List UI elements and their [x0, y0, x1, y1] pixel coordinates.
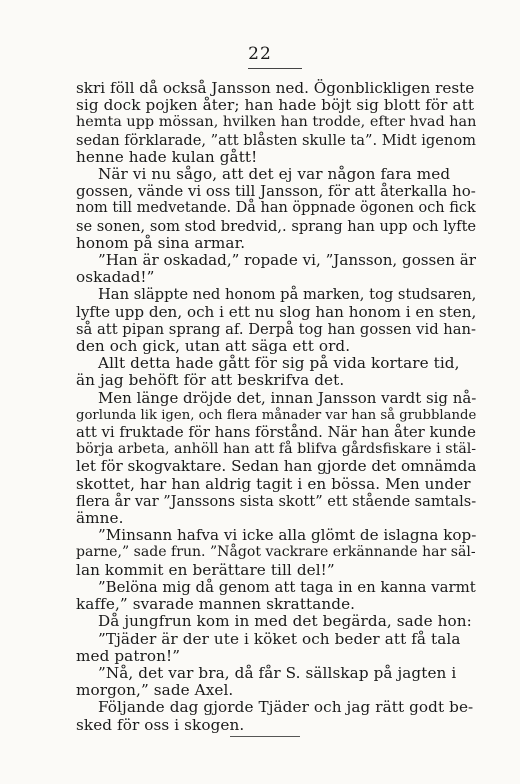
text-line: ”Nå, det var bra, då får S. sällskap på jagten i [98, 663, 457, 682]
text-line: flera år var ”Janssons sista skott” ett stående samtals- [76, 492, 477, 510]
text-line: Han släppte ned honom på marken, tog studsaren, [98, 286, 477, 304]
footer-rule [230, 736, 300, 737]
text-line: lan kommit en berättare till del!” [76, 560, 335, 579]
text-line: Följande dag gjorde Tjäder och jag rätt godt be- [98, 698, 474, 717]
text-line: sig dock pojken åter; han hade böjt sig blott för att [76, 96, 475, 115]
text-line: så att pipan sprang af. Derpå tog han gossen vid han- [76, 320, 477, 338]
text-line: kaffe,” svarade mannen skrattande. [76, 595, 356, 614]
body-text [76, 80, 476, 734]
text-line: sedan förklarade, ”att blåsten skulle ta”. Midt igenom [76, 131, 476, 149]
text-line: parne,” sade frun. ”Något vackrare erkännande har säl- [76, 544, 476, 561]
text-line: ”Han är oskadad,” ropade vi, ”Jansson, gossen är [98, 251, 477, 270]
text-line: ”Belöna mig då genom att taga in en kanna varmt [98, 577, 476, 596]
text-line: börja arbeta, anhöll han att få blifva gårdsfiskare i stäl- [76, 441, 477, 458]
text-line: ämne. [76, 509, 124, 528]
text-line: När vi nu sågo, att det ej var någon fara med [98, 165, 451, 184]
page-number: 22 [248, 44, 272, 64]
text-line: hemta upp mössan, hvilken han trodde, efter hvad han [76, 114, 477, 131]
text-line: att vi fruktade för hans förstånd. När han åter kunde [76, 423, 476, 442]
text-line: oskadad!” [76, 268, 155, 287]
text-line: henne hade kulan gått! [76, 147, 258, 166]
text-line: let för skogvaktare. Sedan han gjorde det omnämda [76, 457, 477, 476]
text-line: lyfte upp den, och i ett nu slog han honom i en sten, [76, 302, 477, 321]
text-line: ”Minsann hafva vi icke alla glömt de islagna kop- [98, 526, 477, 545]
text-line: den och gick, utan att säga ett ord. [76, 337, 351, 356]
text-line: honom på sina armar. [76, 233, 246, 252]
text-line: gorlunda lik igen, och flera månader var han så grubblande [76, 407, 477, 423]
text-line: än jag behöft för att beskrifva det. [76, 371, 345, 390]
text-line: Men länge dröjde det, innan Jansson vardt sig nå- [98, 388, 477, 407]
text-line: morgon,” sade Axel. [76, 681, 234, 700]
text-line: skri föll då också Jansson ned. Ögonblickligen reste [76, 79, 475, 97]
text-line: ”Tjäder är der ute i köket och beder att få tala [98, 629, 461, 648]
text-line: se sonen, som stod bredvid,. sprang han upp och lyfte [76, 217, 477, 235]
header-rule [248, 68, 302, 69]
text-line: nom till medvetande. Då han öppnade ögonen och fick [76, 200, 476, 217]
text-line: gossen, vände vi oss till Jansson, för att återkalla ho- [76, 182, 476, 201]
text-line: Då jungfrun kom in med det begärda, sade hon: [98, 612, 472, 631]
text-line: med patron!” [76, 646, 181, 665]
text-line: Allt detta hade gått för sig på vida kortare tid, [98, 354, 460, 373]
text-line: sked för oss i skogen. [76, 715, 245, 734]
text-line: skottet, har han aldrig tagit i en bössa. Men under [76, 474, 471, 493]
